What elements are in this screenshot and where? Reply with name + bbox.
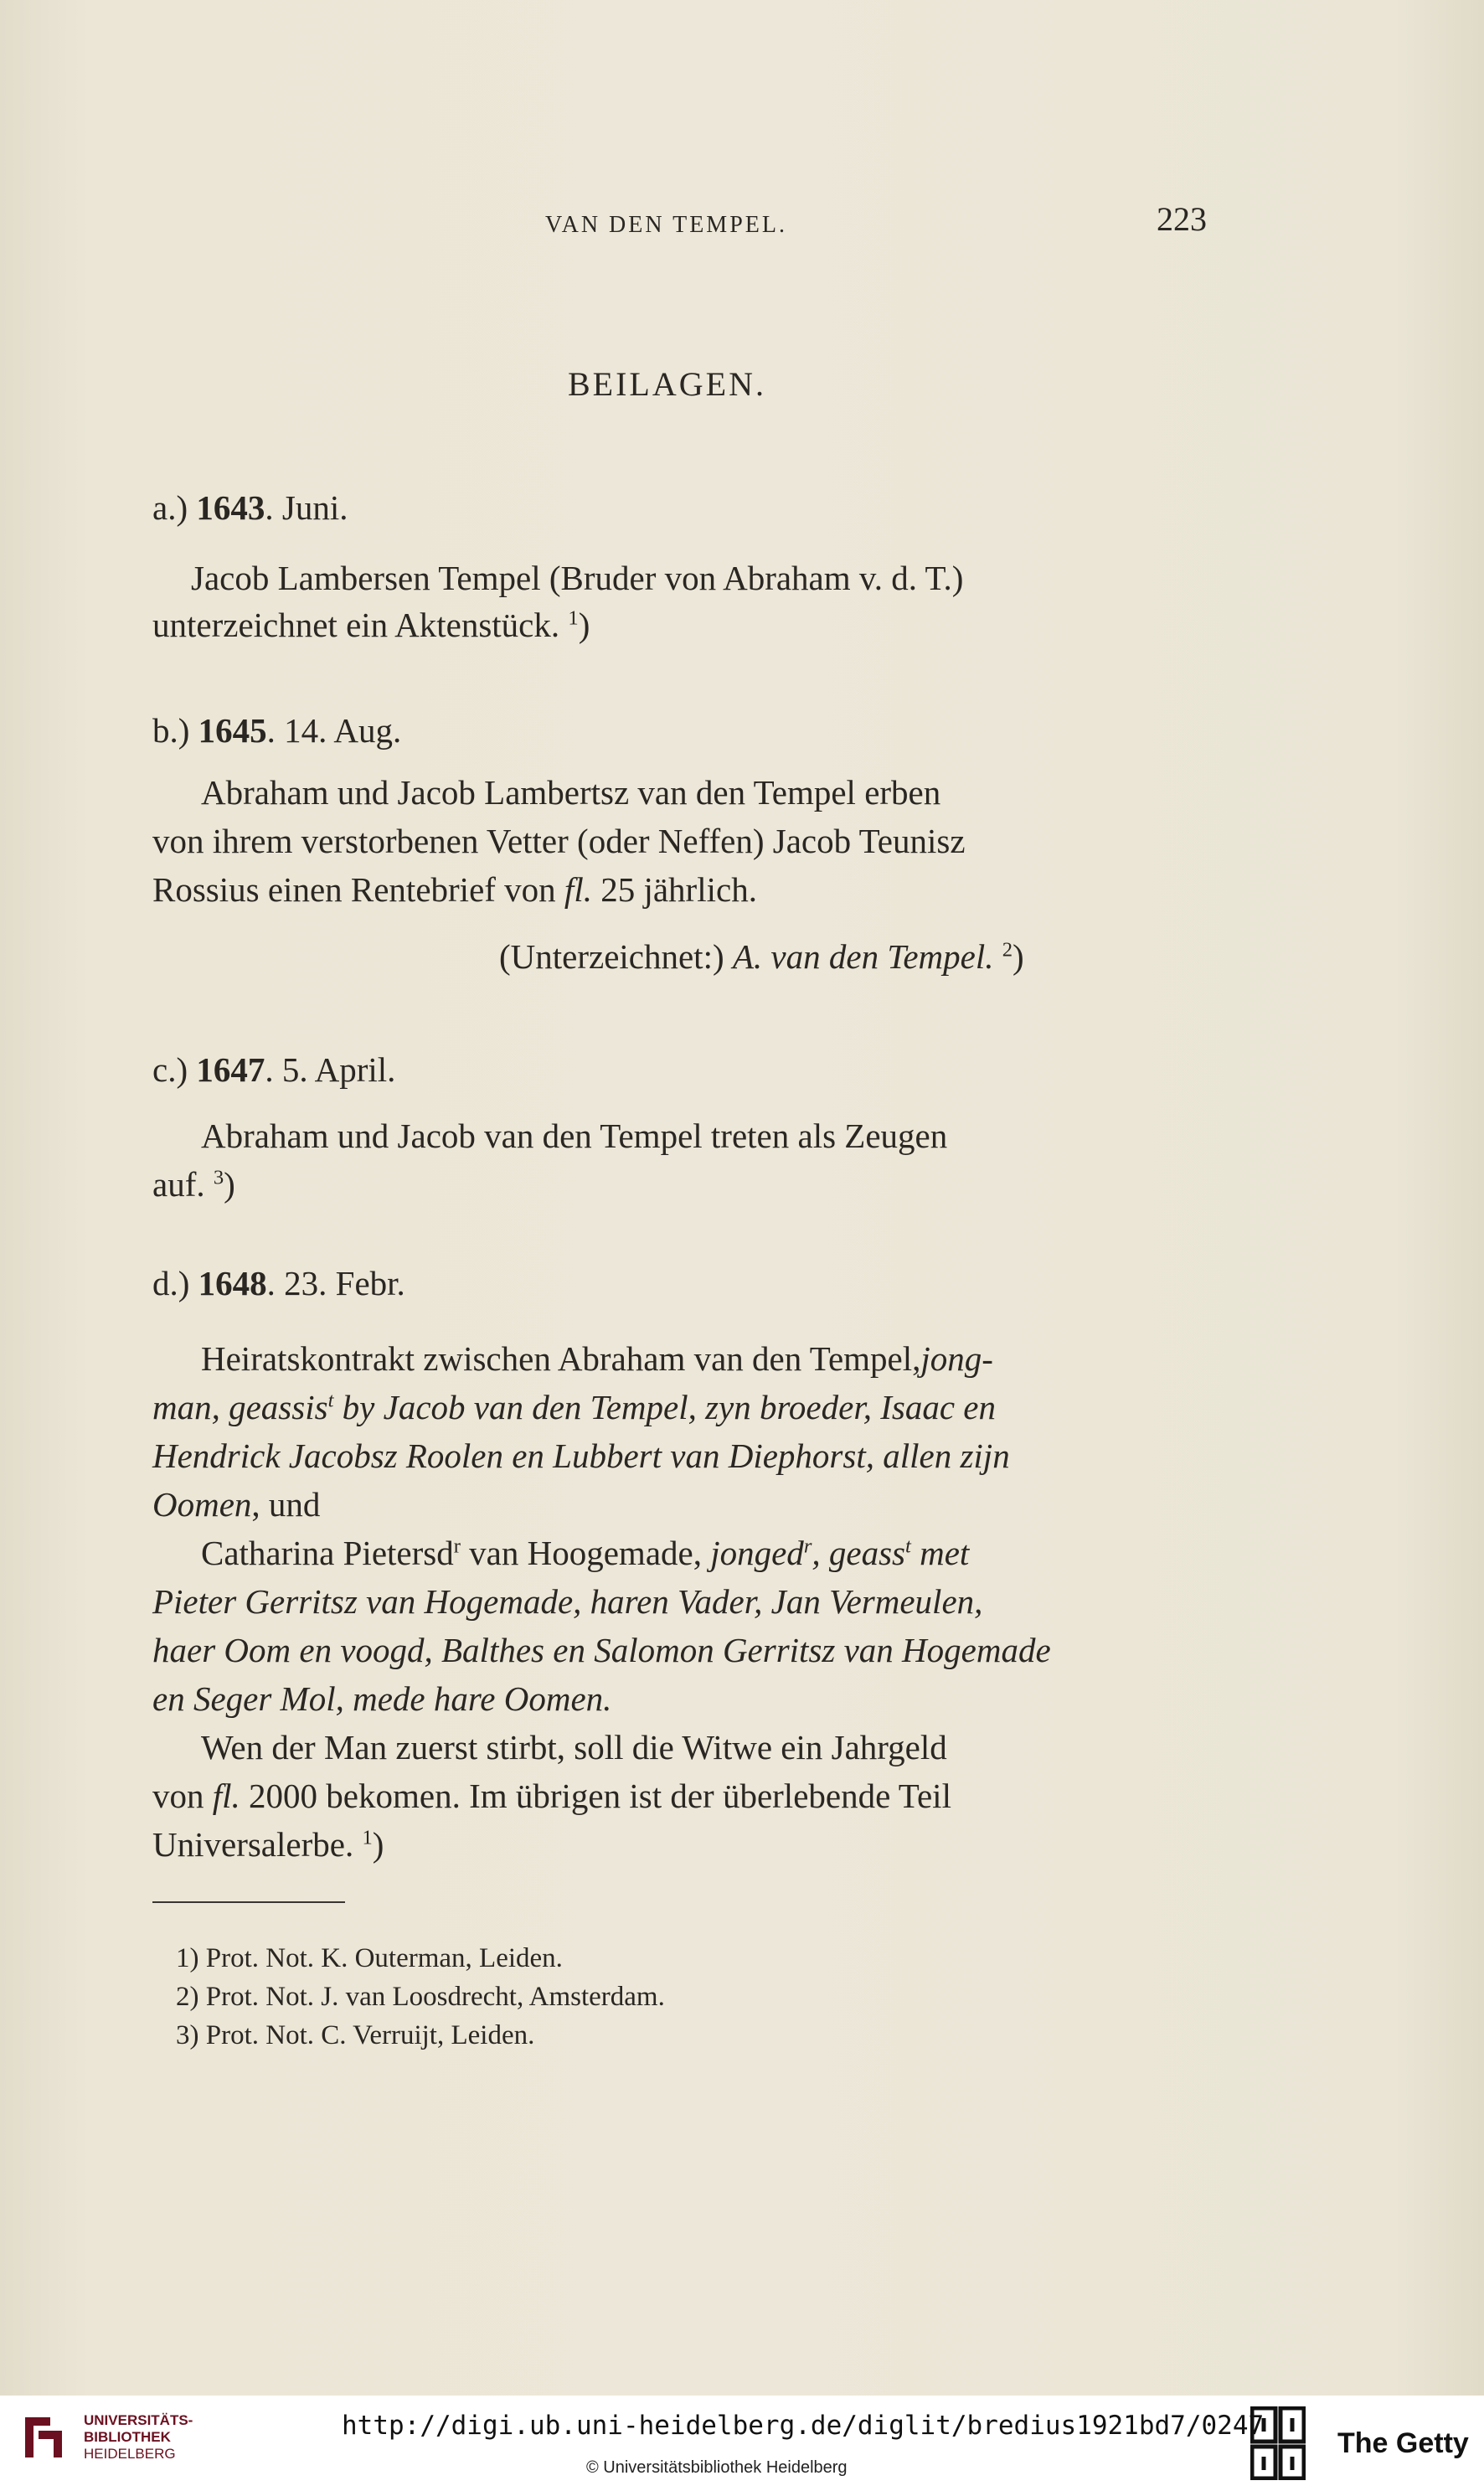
entry-d-p1-line-4 — [152, 1484, 320, 1524]
footnote-ref-close: ) — [224, 1165, 235, 1204]
florin-abbrev: fl. — [212, 1777, 240, 1815]
entry-c-heading — [152, 1050, 395, 1090]
entry-d-text: Universalerbe. — [152, 1825, 354, 1864]
superscript: t — [905, 1534, 911, 1558]
library-name-line-2: BIBLIOTHEK — [84, 2429, 171, 2445]
superscript: r — [803, 1534, 812, 1558]
ub-heidelberg-logo-icon — [17, 2411, 70, 2464]
entry-b-date: . 14. Aug. — [266, 711, 402, 750]
entry-d-p3-line-2 — [152, 1776, 951, 1816]
entry-d-text: 2000 bekomen. Im übrigen ist der überlebende Teil — [240, 1777, 951, 1815]
entry-b-label: b.) — [152, 711, 190, 750]
entry-a-line-2 — [152, 605, 590, 645]
footnote-ref: 1 — [362, 1826, 373, 1849]
superscript: r — [453, 1534, 461, 1558]
entry-d-heading — [152, 1263, 405, 1303]
entry-d-p2-line-1 — [201, 1533, 969, 1573]
entry-d-p1-line-1 — [201, 1338, 993, 1379]
entry-a-label: a.) — [152, 488, 188, 527]
entry-c-text-2: auf. — [152, 1165, 205, 1204]
entry-a-line-1 — [191, 558, 1219, 598]
entry-d-text-italic: jong- — [920, 1339, 993, 1378]
library-name-line-1: UNIVERSITÄTS- — [84, 2412, 193, 2428]
entry-c-line-2 — [152, 1164, 235, 1204]
footnote-ref-close: ) — [1013, 937, 1024, 976]
entry-d-text-italic: jonged — [710, 1534, 804, 1572]
footnote-1: 1) Prot. Not. K. Outerman, Leiden. — [176, 1943, 563, 1973]
entry-a-text-2: unterzeichnet ein Aktenstück. — [152, 606, 560, 644]
footnote-2: 2) Prot. Not. J. van Loosdrecht, Amsterdam. — [176, 1982, 665, 2012]
page-number: 223 — [1157, 200, 1207, 238]
entry-a-date: . Juni. — [265, 488, 348, 527]
entry-d-p1-line-2 — [152, 1387, 996, 1427]
getty-logo-icon — [1250, 2406, 1306, 2480]
entry-b-heading — [152, 710, 401, 750]
entry-d-text: Catharina Pietersd — [201, 1534, 454, 1572]
entry-d-text: Heiratskontrakt zwischen Abraham van den Tempel, — [201, 1339, 921, 1378]
entry-a-text-1: Jacob Lambersen Tempel (Bruder von Abraham v. d. T.) — [191, 559, 964, 597]
entry-d-p3-line-3 — [152, 1824, 384, 1864]
footnote-rule — [152, 1901, 345, 1903]
entry-d-text: von — [152, 1777, 213, 1815]
superscript: t — [327, 1389, 334, 1412]
entry-d-text-italic: man, geassis — [152, 1388, 328, 1426]
footnote-ref: 1 — [568, 606, 579, 630]
entry-d-label: d.) — [152, 1264, 190, 1302]
entry-d-text: , und — [251, 1485, 321, 1524]
entry-d-p3-line-1: Wen der Man zuerst stirbt, soll die Witwe ein Jahrgeld — [201, 1728, 947, 1766]
entry-d-text-italic: , geass — [812, 1534, 905, 1572]
running-title: VAN DEN TEMPEL. — [545, 212, 787, 238]
entry-d-p2-line-4: en Seger Mol, mede hare Oomen. — [152, 1679, 612, 1718]
library-name-line-3: HEIDELBERG — [84, 2446, 176, 2462]
entry-c-year: 1647 — [196, 1050, 265, 1089]
entry-b-text-3a: Rossius einen Rentebrief von — [152, 870, 564, 909]
entry-d-text-italic: Oomen — [152, 1485, 252, 1524]
entry-b-signature — [499, 936, 1024, 977]
library-name — [84, 2412, 193, 2463]
footnote-ref: 2 — [1002, 938, 1013, 962]
footnote-3: 3) Prot. Not. C. Verruijt, Leiden. — [176, 2020, 535, 2050]
entry-d-date: . 23. Febr. — [266, 1264, 405, 1302]
entry-c-date: . 5. April. — [265, 1050, 396, 1089]
footnote-ref-close: ) — [372, 1825, 384, 1864]
entry-d-text-italic: met — [910, 1534, 970, 1572]
signature-prefix: (Unterzeichnet:) — [499, 937, 733, 976]
footnote-ref: 3 — [213, 1166, 224, 1189]
section-title: BEILAGEN. — [568, 365, 766, 403]
entry-b-text-3b: 25 jährlich. — [591, 870, 757, 909]
signature-name: A. van den Tempel. — [732, 937, 994, 976]
entry-d-p1-line-3: Hendrick Jacobsz Roolen en Lubbert van Diephorst, allen zijn — [152, 1436, 1010, 1475]
florin-abbrev: fl. — [564, 870, 592, 909]
permalink[interactable]: http://digi.ub.uni-heidelberg.de/diglit/bredius1921bd7/0247 — [342, 2411, 1265, 2441]
entry-b-year: 1645 — [198, 711, 267, 750]
entry-d-p2-line-3: haer Oom en voogd, Balthes en Salomon Gerritsz van Hogemade — [152, 1631, 1051, 1669]
entry-a-year: 1643 — [196, 488, 265, 527]
entry-b-line-1: Abraham und Jacob Lambertsz van den Tempel erben — [201, 773, 941, 812]
entry-c-line-1: Abraham und Jacob van den Tempel treten als Zeugen — [201, 1117, 948, 1155]
getty-label: The Getty — [1337, 2427, 1469, 2459]
entry-b-line-2: von ihrem verstorbenen Vetter (oder Neffen) Jacob Teunisz — [152, 822, 966, 860]
entry-a-heading — [152, 487, 348, 528]
entry-d-year: 1648 — [198, 1264, 267, 1302]
entry-d-text: van Hoogemade, — [460, 1534, 711, 1572]
entry-c-label: c.) — [152, 1050, 188, 1089]
footnote-ref-close: ) — [578, 606, 590, 644]
entry-b-line-3 — [152, 869, 757, 910]
entry-d-text-italic: by Jacob van den Tempel, zyn broeder, Isaac en — [333, 1388, 996, 1426]
copyright: © Universitätsbibliothek Heidelberg — [586, 2458, 848, 2477]
entry-d-p2-line-2: Pieter Gerritsz van Hogemade, haren Vader, Jan Vermeulen, — [152, 1582, 983, 1621]
